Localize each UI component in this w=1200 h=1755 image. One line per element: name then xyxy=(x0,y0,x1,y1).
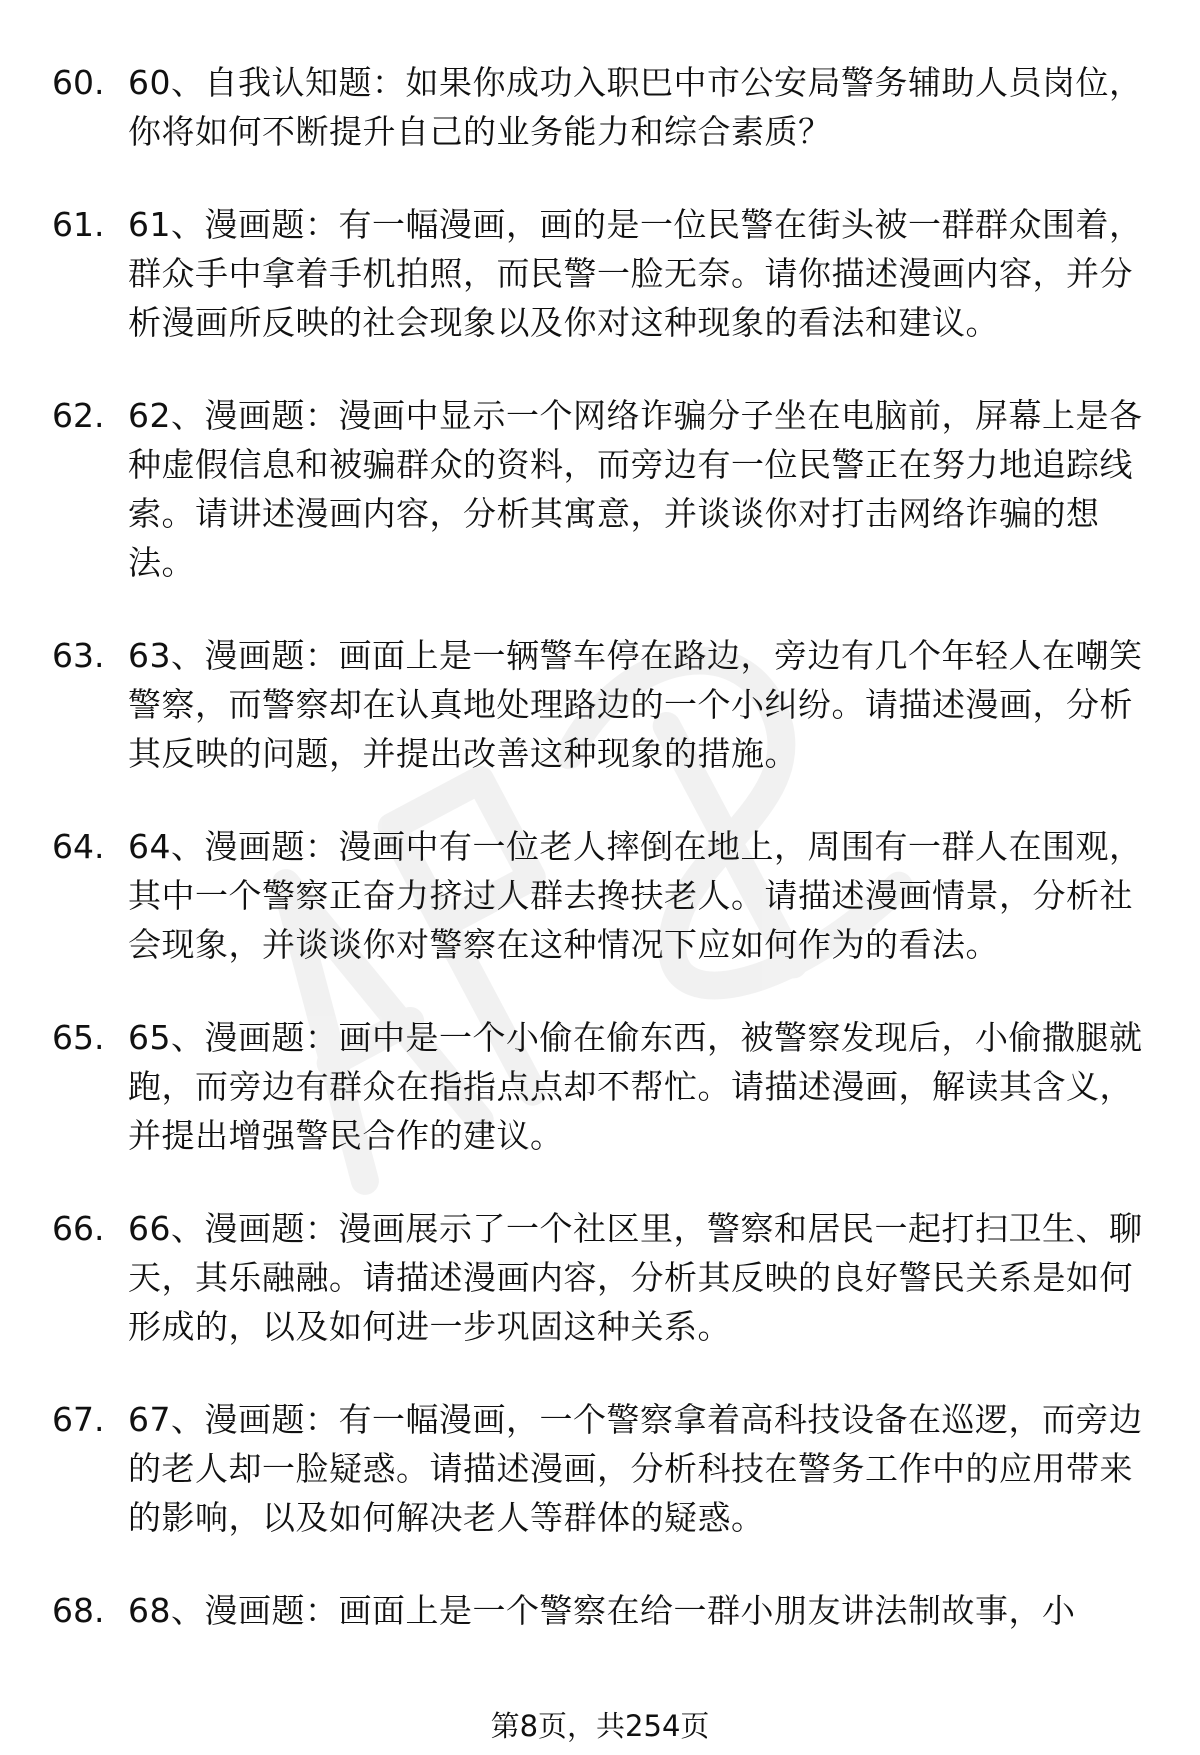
question-text: 60、自我认知题：如果你成功入职巴中市公安局警务辅助人员岗位，你将如何不断提升自己的业务能力和综合素质？ xyxy=(128,63,1143,151)
question-item xyxy=(52,1013,1152,1160)
question-number: 60. xyxy=(52,63,105,102)
question-item xyxy=(52,1204,1152,1351)
question-text: 62、漫画题：漫画中显示一个网络诈骗分子坐在电脑前，屏幕上是各种虚假信息和被骗群众的资料，而旁边有一位民警正在努力地追踪线索。请讲述漫画内容，分析其寓意，并谈谈你对打击网络诈骗的想法。 xyxy=(128,396,1143,582)
question-item xyxy=(52,631,1152,778)
question-number: 62. xyxy=(52,396,105,435)
question-item xyxy=(52,58,1152,156)
question-number: 67. xyxy=(52,1400,105,1439)
question-text: 61、漫画题：有一幅漫画，画的是一位民警在街头被一群群众围着，群众手中拿着手机拍照，而民警一脸无奈。请你描述漫画内容，并分析漫画所反映的社会现象以及你对这种现象的看法和建议。 xyxy=(128,205,1143,342)
question-item xyxy=(52,1395,1152,1542)
question-number: 66. xyxy=(52,1209,105,1248)
question-number: 68. xyxy=(52,1591,105,1630)
question-text: 64、漫画题：漫画中有一位老人摔倒在地上，周围有一群人在围观，其中一个警察正奋力挤过人群去搀扶老人。请描述漫画情景，分析社会现象，并谈谈你对警察在这种情况下应如何作为的看法。 xyxy=(128,827,1143,964)
question-item xyxy=(52,1586,1152,1635)
question-number: 61. xyxy=(52,205,105,244)
question-item xyxy=(52,200,1152,347)
question-text: 67、漫画题：有一幅漫画，一个警察拿着高科技设备在巡逻，而旁边的老人却一脸疑惑。请描述漫画，分析科技在警务工作中的应用带来的影响，以及如何解决老人等群体的疑惑。 xyxy=(128,1400,1143,1537)
question-number: 65. xyxy=(52,1018,105,1057)
page-footer: 第8页，共254页 xyxy=(490,1709,710,1743)
question-item xyxy=(52,391,1152,587)
question-text: 63、漫画题：画面上是一辆警车停在路边，旁边有几个年轻人在嘲笑警察，而警察却在认真地处理路边的一个小纠纷。请描述漫画，分析其反映的问题，并提出改善这种现象的措施。 xyxy=(128,636,1143,773)
question-text: 68、漫画题：画面上是一个警察在给一群小朋友讲法制故事，小 xyxy=(128,1591,1076,1630)
question-text: 66、漫画题：漫画展示了一个社区里，警察和居民一起打扫卫生、聊天，其乐融融。请描述漫画内容，分析其反映的良好警民关系是如何形成的，以及如何进一步巩固这种关系。 xyxy=(128,1209,1143,1346)
question-item xyxy=(52,822,1152,969)
question-number: 64. xyxy=(52,827,105,866)
question-list xyxy=(52,58,1152,1679)
question-number: 63. xyxy=(52,636,105,675)
question-text: 65、漫画题：画中是一个小偷在偷东西，被警察发现后，小偷撒腿就跑，而旁边有群众在指指点点却不帮忙。请描述漫画，解读其含义，并提出增强警民合作的建议。 xyxy=(128,1018,1143,1155)
